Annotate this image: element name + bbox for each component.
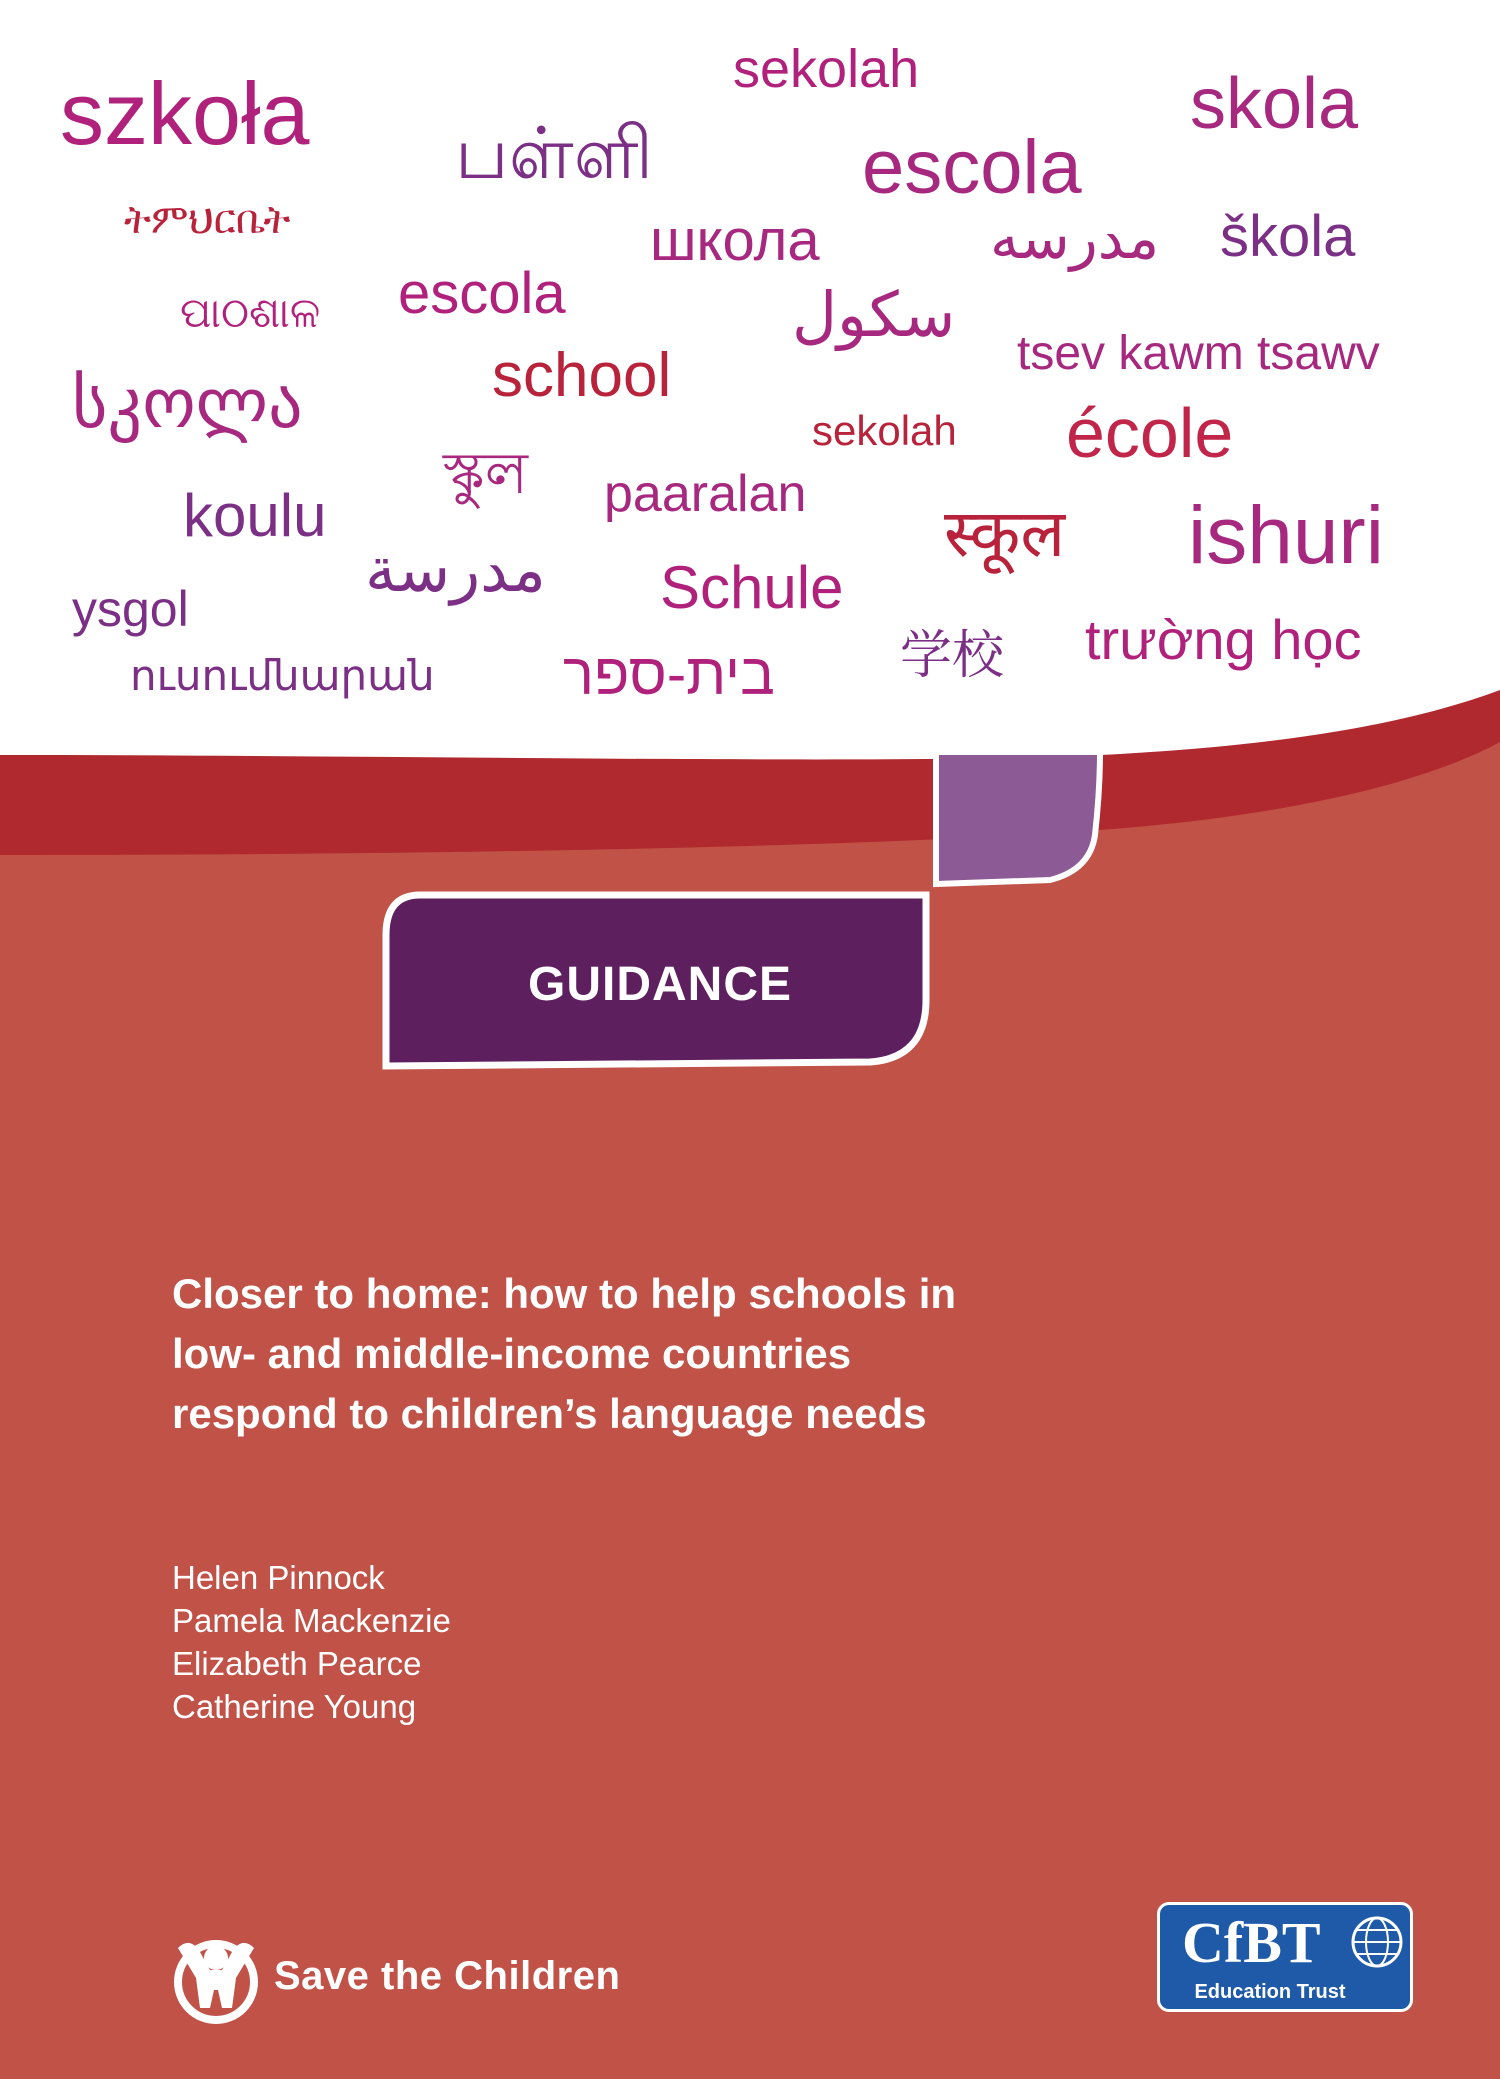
word-school: school — [492, 341, 672, 410]
author: Pamela Mackenzie — [172, 1602, 451, 1639]
word-ishuri: ishuri — [1188, 490, 1384, 581]
word-armenian: ուսումնարան — [130, 652, 435, 699]
word-schule: Schule — [660, 554, 844, 621]
word-sekolah-small: sekolah — [812, 407, 957, 454]
word-hindi: स्कूल — [944, 496, 1066, 570]
author: Catherine Young — [172, 1688, 417, 1725]
word-amharic: ትምህርቤት — [124, 198, 291, 242]
word-georgian: სკოლა — [72, 366, 303, 442]
title-line: low- and middle-income countries — [172, 1330, 852, 1377]
author: Helen Pinnock — [172, 1559, 385, 1596]
word-chinese: 学校 — [900, 627, 1005, 685]
word-tamil: பள்ளி — [455, 114, 654, 194]
guidance-label: GUIDANCE — [527, 958, 792, 1011]
word-hebrew: בית-ספר — [563, 642, 775, 707]
word-skola: skola — [1190, 64, 1359, 144]
word-urdu: سکول — [792, 281, 956, 350]
save-the-children-icon — [170, 1930, 266, 2030]
word-bengali: স্কুল — [443, 441, 529, 506]
word-arabic: مدرسة — [365, 536, 546, 605]
word-hmong: tsev kawm tsawv — [1017, 327, 1380, 380]
word-russian: школа — [650, 208, 820, 273]
word-ysgol: ysgol — [72, 581, 189, 637]
word-paaralan: paaralan — [604, 465, 807, 523]
title-line: respond to children’s language needs — [172, 1390, 927, 1437]
author-list — [172, 1556, 451, 1728]
lilac-tab — [936, 752, 1100, 884]
word-vietnamese: trường học — [1085, 608, 1362, 671]
cfbt-subtitle: Education Trust — [1194, 1981, 1346, 2003]
word-escola-small: escola — [398, 261, 566, 326]
word-szkola: szkoła — [60, 64, 310, 163]
cfbt-mark: CfBT — [1182, 1910, 1321, 1975]
word-ecole: école — [1066, 394, 1234, 472]
save-the-children-name: Save the Children — [274, 1954, 621, 1998]
report-title — [172, 1264, 1222, 1444]
word-skola-czech: škola — [1220, 204, 1356, 269]
save-the-children-logo — [170, 1930, 650, 2030]
word-escola-large: escola — [862, 125, 1082, 210]
cfbt-logo — [1157, 1902, 1413, 2012]
word-koulu: koulu — [183, 482, 327, 549]
title-line: Closer to home: how to help schools in — [172, 1270, 957, 1317]
author: Elizabeth Pearce — [172, 1645, 422, 1682]
word-oriya: ପାଠଶାଳ — [180, 289, 321, 336]
word-sekolah-top: sekolah — [733, 39, 920, 99]
globe-icon — [1348, 1913, 1406, 1971]
word-farsi: مدرسه — [990, 206, 1160, 271]
